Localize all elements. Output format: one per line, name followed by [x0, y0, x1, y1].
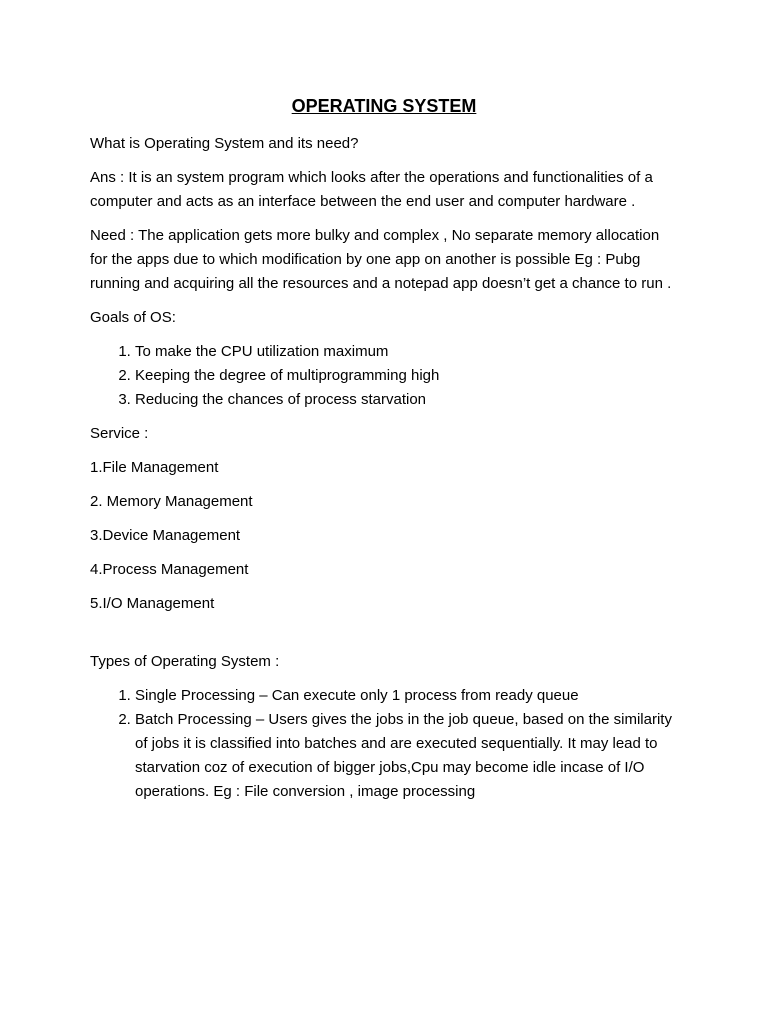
service-item: 5.I/O Management: [90, 595, 215, 612]
need-paragraph: Need : The application gets more bulky and complex , No separate memory allocation for the apps due to which modification by one app on another is possible Eg : Pubg running and acquiring all the resources and a notepad app doesn’t get a chance to run .: [90, 227, 672, 292]
goals-list: [90, 340, 680, 412]
goal-item: 3. Reducing the chances of process starvation: [135, 388, 680, 412]
question-text: What is Operating System and its need?: [90, 135, 359, 152]
answer-paragraph: Ans : It is an system program which looks after the operations and functionalities of a computer and acts as an interface between the end user and computer hardware .: [90, 169, 653, 210]
services-list: [90, 456, 680, 616]
document-title: OPERATING SYSTEM: [291, 96, 477, 116]
type-item: 2. Batch Processing – Users gives the jobs in the job queue, based on the similarity of jobs it is classified into batches and are executed sequentially. It may lead to starvation coz of execution of bigger jobs,Cpu may become idle incase of I/O operations. Eg : File conversion , image processing: [135, 708, 680, 804]
service-item: 4.Process Management: [90, 561, 249, 578]
types-list: [90, 684, 680, 804]
service-item: 1.File Management: [90, 459, 219, 476]
document-body: [90, 132, 680, 814]
service-heading: Service :: [90, 425, 149, 442]
blank-line: [90, 626, 680, 650]
service-item: 3.Device Management: [90, 527, 241, 544]
goal-item: 2. Keeping the degree of multiprogramming high: [135, 364, 680, 388]
type-item: 1. Single Processing – Can execute only 1 process from ready queue: [135, 684, 680, 708]
goals-heading: Goals of OS:: [90, 309, 176, 326]
types-heading: Types of Operating System :: [90, 653, 280, 670]
service-item: 2. Memory Management: [90, 493, 253, 510]
goal-item: 1. To make the CPU utilization maximum: [135, 340, 680, 364]
